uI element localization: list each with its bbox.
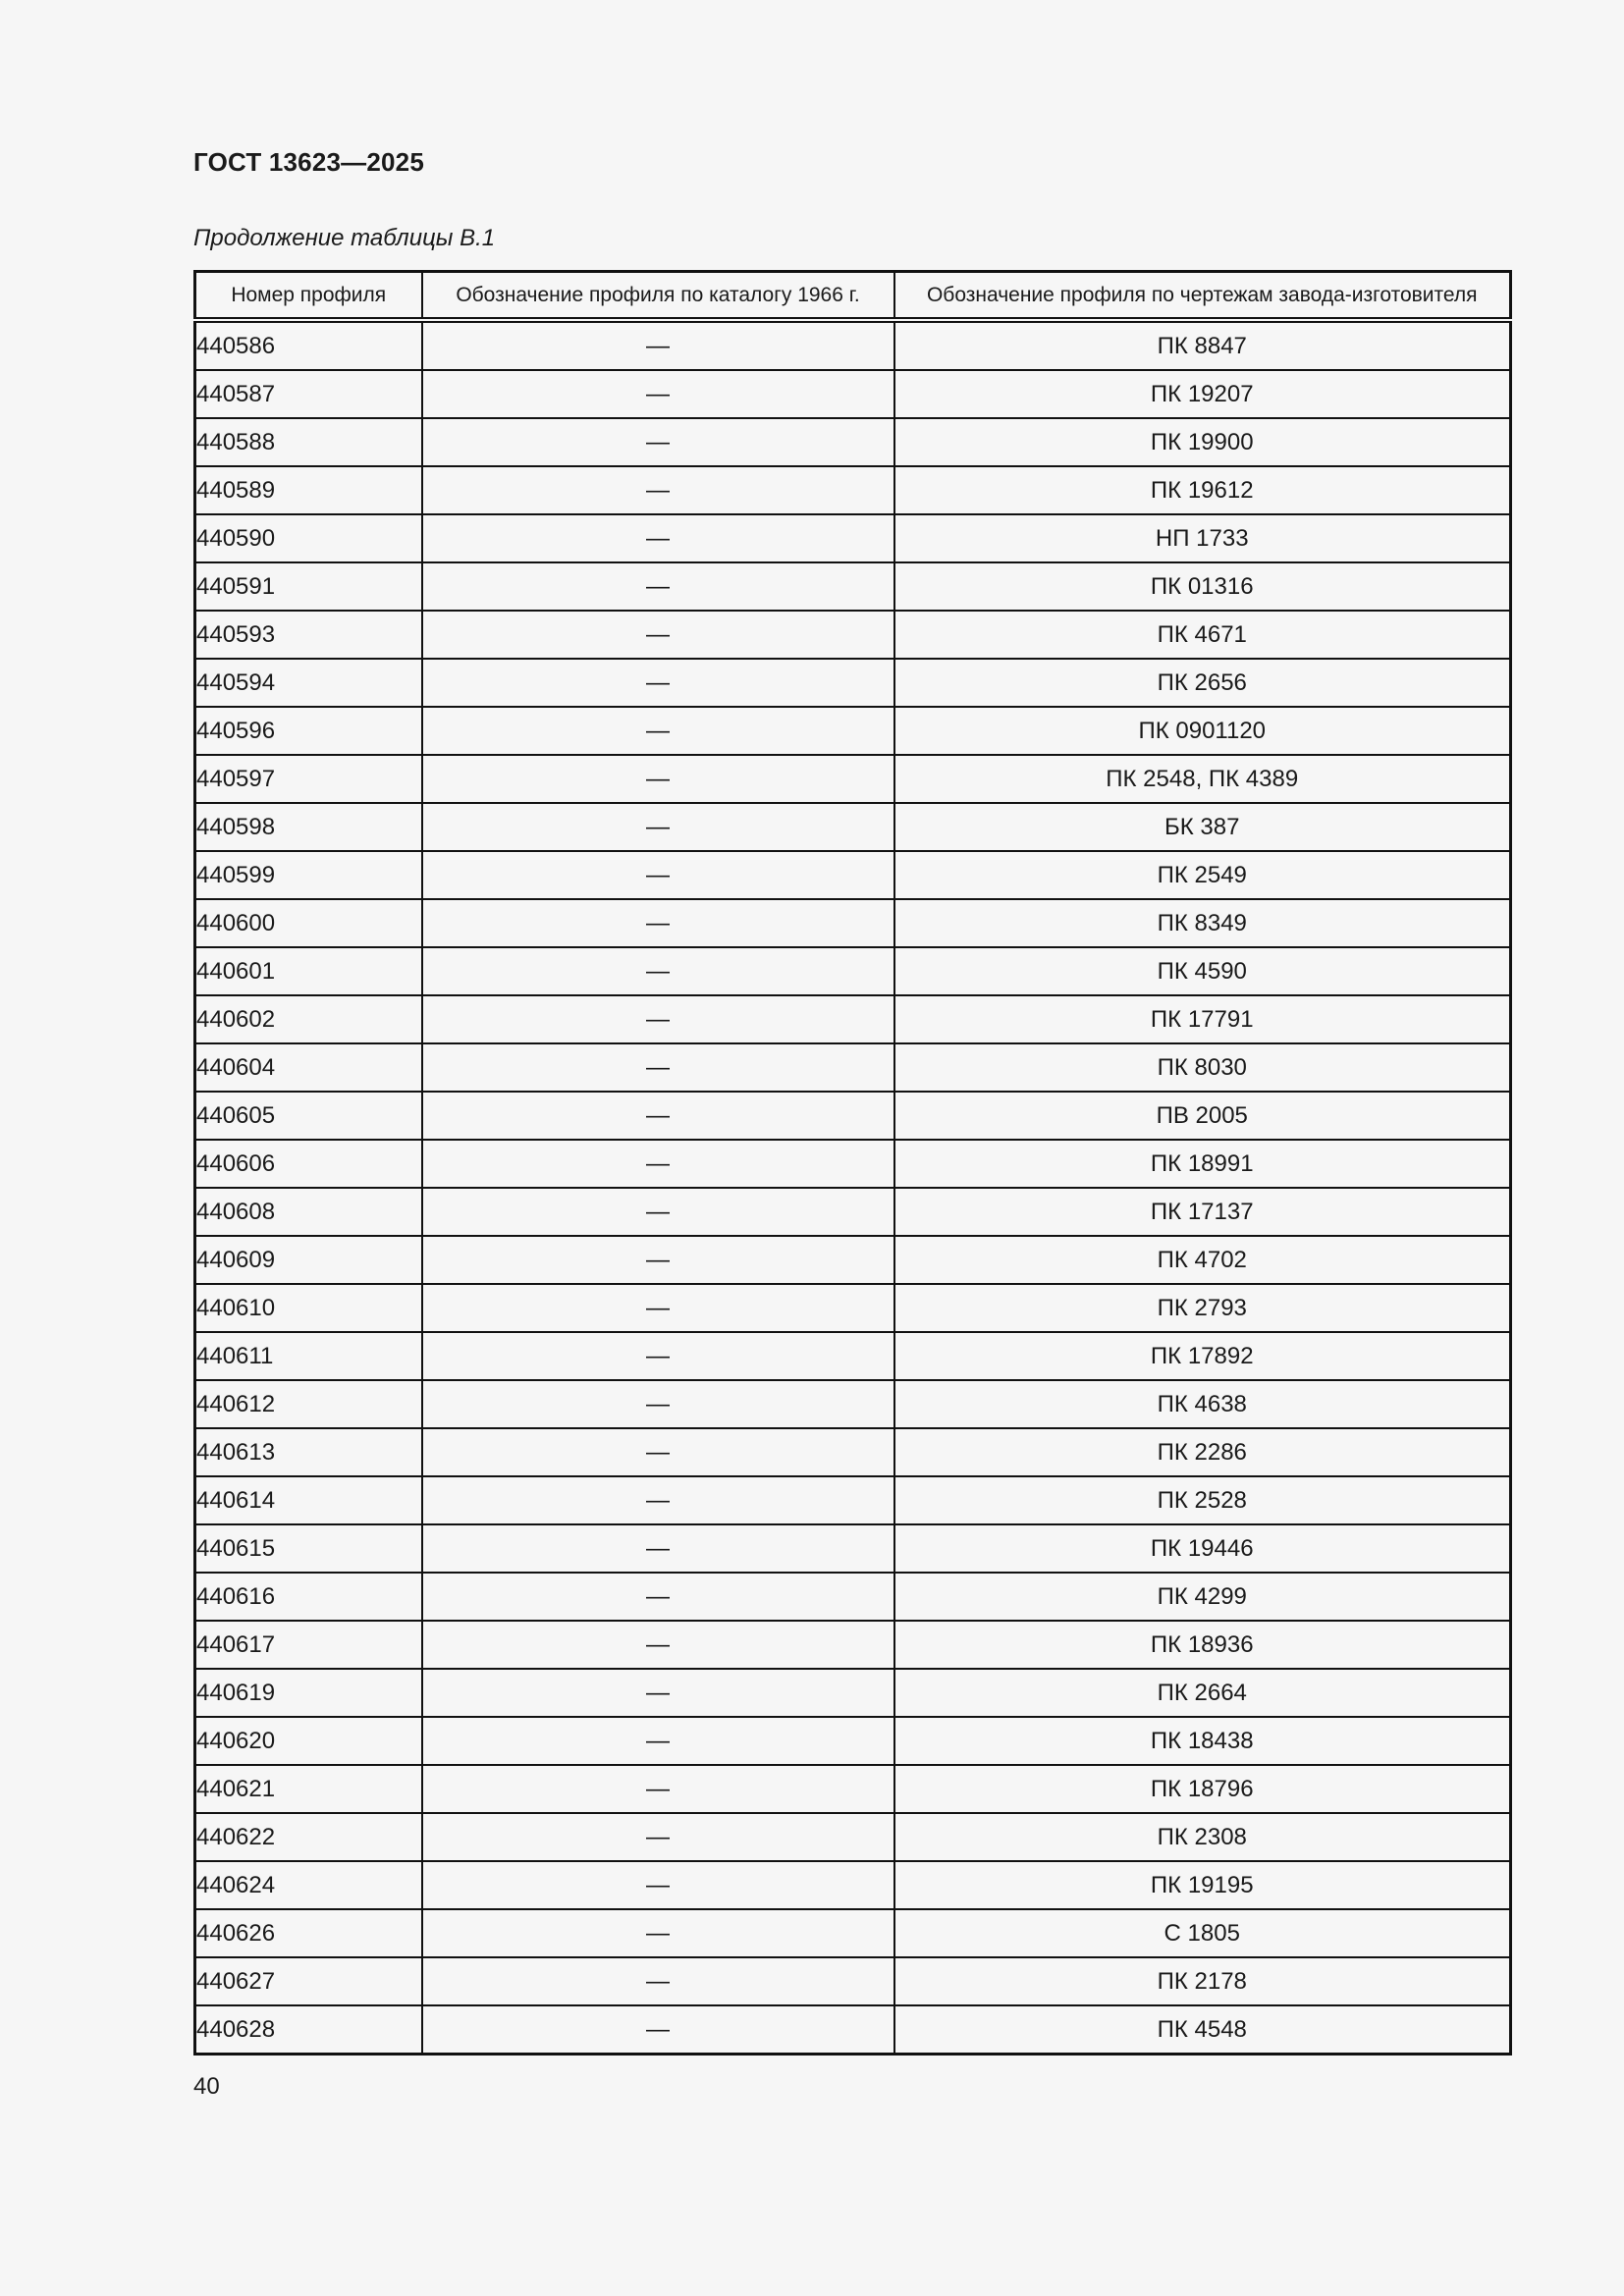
catalog-1966-cell: — (422, 1669, 894, 1717)
profiles-table (193, 270, 1512, 2056)
factory-designation-cell: ПК 18796 (894, 1765, 1511, 1813)
catalog-1966-cell: — (422, 803, 894, 851)
table-header-row (195, 272, 1511, 321)
factory-designation-cell: БК 387 (894, 803, 1511, 851)
catalog-1966-cell: — (422, 1380, 894, 1428)
profile-number-cell: 440594 (195, 659, 422, 707)
profile-number-cell: 440619 (195, 1669, 422, 1717)
profile-number-cell: 440624 (195, 1861, 422, 1909)
catalog-1966-cell: — (422, 1909, 894, 1957)
profile-number-cell: 440604 (195, 1043, 422, 1092)
factory-designation-cell: ПК 8349 (894, 899, 1511, 947)
factory-designation-cell: ПК 2528 (894, 1476, 1511, 1524)
catalog-1966-cell: — (422, 1092, 894, 1140)
table-row (195, 1909, 1511, 1957)
column-header-catalog-1966: Обозначение профиля по каталогу 1966 г. (422, 272, 894, 321)
table-body (195, 320, 1511, 2055)
table-row (195, 1813, 1511, 1861)
profile-number-cell: 440600 (195, 899, 422, 947)
table-row (195, 659, 1511, 707)
catalog-1966-cell: — (422, 611, 894, 659)
table-row (195, 947, 1511, 995)
profile-number-cell: 440605 (195, 1092, 422, 1140)
catalog-1966-cell: — (422, 851, 894, 899)
table-row (195, 370, 1511, 418)
profile-number-cell: 440609 (195, 1236, 422, 1284)
table-row (195, 1428, 1511, 1476)
profile-number-cell: 440606 (195, 1140, 422, 1188)
factory-designation-cell: ПК 2549 (894, 851, 1511, 899)
catalog-1966-cell: — (422, 1043, 894, 1092)
factory-designation-cell: НП 1733 (894, 514, 1511, 562)
factory-designation-cell: ПК 19900 (894, 418, 1511, 466)
factory-designation-cell: ПК 4671 (894, 611, 1511, 659)
table-row (195, 1573, 1511, 1621)
catalog-1966-cell: — (422, 899, 894, 947)
profile-number-cell: 440622 (195, 1813, 422, 1861)
catalog-1966-cell: — (422, 995, 894, 1043)
profile-number-cell: 440613 (195, 1428, 422, 1476)
table-row (195, 1476, 1511, 1524)
factory-designation-cell: ПК 19207 (894, 370, 1511, 418)
table-row (195, 1380, 1511, 1428)
catalog-1966-cell: — (422, 755, 894, 803)
factory-designation-cell: ПК 01316 (894, 562, 1511, 611)
catalog-1966-cell: — (422, 659, 894, 707)
table-row (195, 1765, 1511, 1813)
profile-number-cell: 440617 (195, 1621, 422, 1669)
profile-number-cell: 440586 (195, 320, 422, 370)
profile-number-cell: 440598 (195, 803, 422, 851)
profile-number-cell: 440608 (195, 1188, 422, 1236)
catalog-1966-cell: — (422, 562, 894, 611)
table-row (195, 466, 1511, 514)
table-row (195, 1332, 1511, 1380)
catalog-1966-cell: — (422, 466, 894, 514)
profile-number-cell: 440599 (195, 851, 422, 899)
profile-number-cell: 440614 (195, 1476, 422, 1524)
catalog-1966-cell: — (422, 1236, 894, 1284)
catalog-1966-cell: — (422, 1621, 894, 1669)
factory-designation-cell: ПК 19612 (894, 466, 1511, 514)
catalog-1966-cell: — (422, 1861, 894, 1909)
table-row (195, 851, 1511, 899)
catalog-1966-cell: — (422, 1428, 894, 1476)
table-row (195, 418, 1511, 466)
factory-designation-cell: ПК 17791 (894, 995, 1511, 1043)
profile-number-cell: 440602 (195, 995, 422, 1043)
profile-number-cell: 440587 (195, 370, 422, 418)
profile-number-cell: 440621 (195, 1765, 422, 1813)
table-row (195, 1140, 1511, 1188)
table-row (195, 514, 1511, 562)
catalog-1966-cell: — (422, 1957, 894, 2005)
catalog-1966-cell: — (422, 1524, 894, 1573)
catalog-1966-cell: — (422, 1573, 894, 1621)
catalog-1966-cell: — (422, 418, 894, 466)
profile-number-cell: 440593 (195, 611, 422, 659)
table-row (195, 899, 1511, 947)
catalog-1966-cell: — (422, 320, 894, 370)
factory-designation-cell: ПК 8030 (894, 1043, 1511, 1092)
profile-number-cell: 440626 (195, 1909, 422, 1957)
factory-designation-cell: ПК 2793 (894, 1284, 1511, 1332)
table-row (195, 611, 1511, 659)
table-row (195, 1092, 1511, 1140)
factory-designation-cell: ПК 19195 (894, 1861, 1511, 1909)
column-header-profile-number: Номер профиля (195, 272, 422, 321)
factory-designation-cell: ПК 8847 (894, 320, 1511, 370)
table-row (195, 1524, 1511, 1573)
profile-number-cell: 440627 (195, 1957, 422, 2005)
factory-designation-cell: ПК 4548 (894, 2005, 1511, 2055)
factory-designation-cell: ПК 19446 (894, 1524, 1511, 1573)
factory-designation-cell: ПК 2548, ПК 4389 (894, 755, 1511, 803)
profile-number-cell: 440628 (195, 2005, 422, 2055)
table-row (195, 1043, 1511, 1092)
catalog-1966-cell: — (422, 2005, 894, 2055)
factory-designation-cell: ПК 17137 (894, 1188, 1511, 1236)
table-row (195, 803, 1511, 851)
catalog-1966-cell: — (422, 514, 894, 562)
profile-number-cell: 440591 (195, 562, 422, 611)
factory-designation-cell: ПК 2286 (894, 1428, 1511, 1476)
page-number: 40 (193, 2073, 220, 2100)
catalog-1966-cell: — (422, 1140, 894, 1188)
table-row (195, 1236, 1511, 1284)
catalog-1966-cell: — (422, 1188, 894, 1236)
factory-designation-cell: ПК 4702 (894, 1236, 1511, 1284)
profile-number-cell: 440616 (195, 1573, 422, 1621)
factory-designation-cell: ПК 2178 (894, 1957, 1511, 2005)
factory-designation-cell: С 1805 (894, 1909, 1511, 1957)
profile-number-cell: 440611 (195, 1332, 422, 1380)
factory-designation-cell: ПК 2308 (894, 1813, 1511, 1861)
table-row (195, 1717, 1511, 1765)
profile-number-cell: 440612 (195, 1380, 422, 1428)
catalog-1966-cell: — (422, 1476, 894, 1524)
factory-designation-cell: ПК 4638 (894, 1380, 1511, 1428)
catalog-1966-cell: — (422, 707, 894, 755)
profile-number-cell: 440588 (195, 418, 422, 466)
profile-number-cell: 440589 (195, 466, 422, 514)
factory-designation-cell: ПК 18438 (894, 1717, 1511, 1765)
catalog-1966-cell: — (422, 1717, 894, 1765)
catalog-1966-cell: — (422, 1284, 894, 1332)
factory-designation-cell: ПК 2664 (894, 1669, 1511, 1717)
table-row (195, 1669, 1511, 1717)
profile-number-cell: 440601 (195, 947, 422, 995)
profile-number-cell: 440596 (195, 707, 422, 755)
profile-number-cell: 440610 (195, 1284, 422, 1332)
table-row (195, 1621, 1511, 1669)
table-row (195, 1861, 1511, 1909)
table-row (195, 755, 1511, 803)
table-caption: Продолжение таблицы В.1 (193, 225, 496, 251)
table-row (195, 1188, 1511, 1236)
factory-designation-cell: ПК 4590 (894, 947, 1511, 995)
factory-designation-cell: ПК 17892 (894, 1332, 1511, 1380)
profile-number-cell: 440597 (195, 755, 422, 803)
factory-designation-cell: ПК 2656 (894, 659, 1511, 707)
table-row (195, 562, 1511, 611)
table-row (195, 707, 1511, 755)
factory-designation-cell: ПК 0901120 (894, 707, 1511, 755)
catalog-1966-cell: — (422, 947, 894, 995)
profile-number-cell: 440615 (195, 1524, 422, 1573)
table-row (195, 1957, 1511, 2005)
factory-designation-cell: ПК 4299 (894, 1573, 1511, 1621)
profile-number-cell: 440590 (195, 514, 422, 562)
table-row (195, 995, 1511, 1043)
catalog-1966-cell: — (422, 1332, 894, 1380)
table-row (195, 2005, 1511, 2055)
catalog-1966-cell: — (422, 1765, 894, 1813)
column-header-factory-designation: Обозначение профиля по чертежам завода-изготовителя (894, 272, 1511, 321)
profile-number-cell: 440620 (195, 1717, 422, 1765)
table-row (195, 1284, 1511, 1332)
catalog-1966-cell: — (422, 370, 894, 418)
factory-designation-cell: ПК 18936 (894, 1621, 1511, 1669)
factory-designation-cell: ПК 18991 (894, 1140, 1511, 1188)
table-row (195, 320, 1511, 370)
factory-designation-cell: ПВ 2005 (894, 1092, 1511, 1140)
catalog-1966-cell: — (422, 1813, 894, 1861)
document-code: ГОСТ 13623—2025 (193, 147, 424, 177)
